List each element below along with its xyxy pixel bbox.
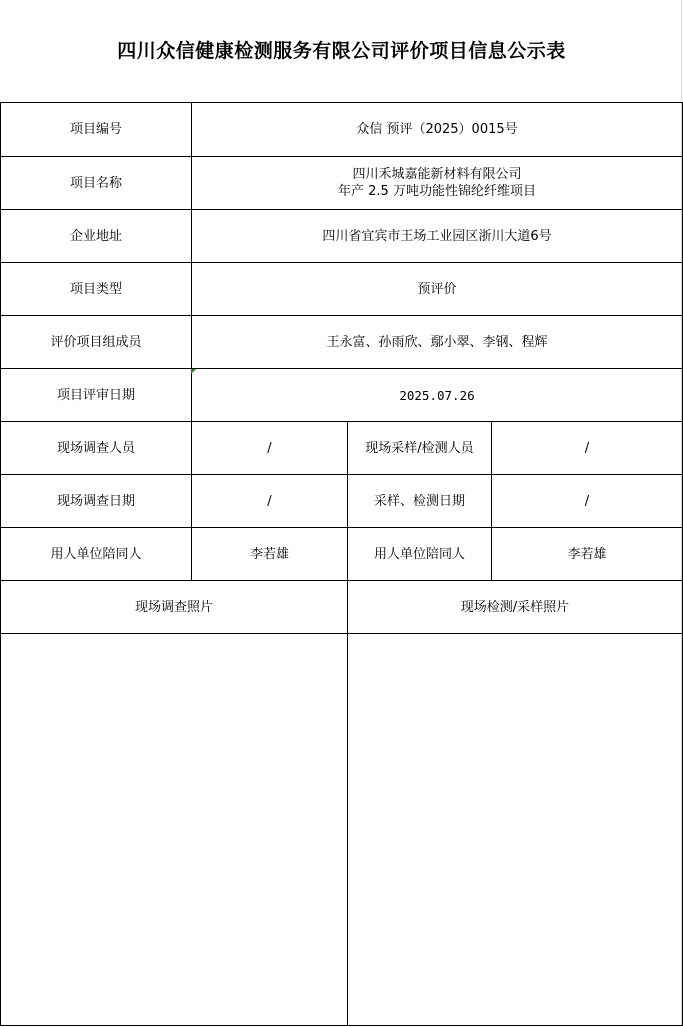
members-label: 评价项目组成员 xyxy=(50,334,142,350)
project-name-line2: 年产 2.5 万吨功能性锦纶纤维项目 xyxy=(338,184,536,199)
project-no-label: 项目编号 xyxy=(69,122,122,137)
sampling-staff-value: / xyxy=(584,440,590,456)
sampling-date-label: 采样、检测日期 xyxy=(373,493,465,509)
survey-staff-value: / xyxy=(267,440,272,456)
project-type-label: 项目类型 xyxy=(69,281,122,297)
project-name-value xyxy=(192,157,682,209)
escort-label-2: 用人单位陪同人 xyxy=(373,546,465,562)
escort-value-2: 李若雄 xyxy=(567,546,607,562)
escort-value: 李若雄 xyxy=(249,546,289,562)
project-no-value: 众信 预评（2025）0015号 xyxy=(356,122,518,137)
sampling-date-value: / xyxy=(584,493,590,509)
sampling-staff-label: 现场采样/检测人员 xyxy=(365,440,474,456)
survey-photos-area xyxy=(1,634,347,1025)
project-name-label: 项目名称 xyxy=(69,175,122,191)
survey-staff-label: 现场调查人员 xyxy=(56,440,135,456)
sampling-photos-header: 现场检测/采样照片 xyxy=(460,599,570,615)
project-name-line1: 四川禾城嘉能新材料有限公司 xyxy=(352,167,522,182)
project-type-value: 预评价 xyxy=(417,281,457,297)
sampling-photos-area xyxy=(348,634,682,1025)
page-title: 四川众信健康检测服务有限公司评价项目信息公示表 xyxy=(117,40,566,62)
members-value: 王永富、孙雨欣、鄢小翠、李钢、程辉 xyxy=(326,334,548,350)
review-date-value: 2025.07.26 xyxy=(399,387,475,403)
address-label: 企业地址 xyxy=(69,228,122,244)
review-date-label: 项目评审日期 xyxy=(56,387,135,403)
survey-photos-header: 现场调查照片 xyxy=(134,599,213,615)
survey-date-label: 现场调查日期 xyxy=(56,493,135,509)
table-line xyxy=(0,1025,683,1026)
address-value: 四川省宜宾市王场工业园区浙川大道6号 xyxy=(322,228,552,244)
survey-date-value: / xyxy=(267,493,272,509)
escort-label: 用人单位陪同人 xyxy=(50,546,142,562)
